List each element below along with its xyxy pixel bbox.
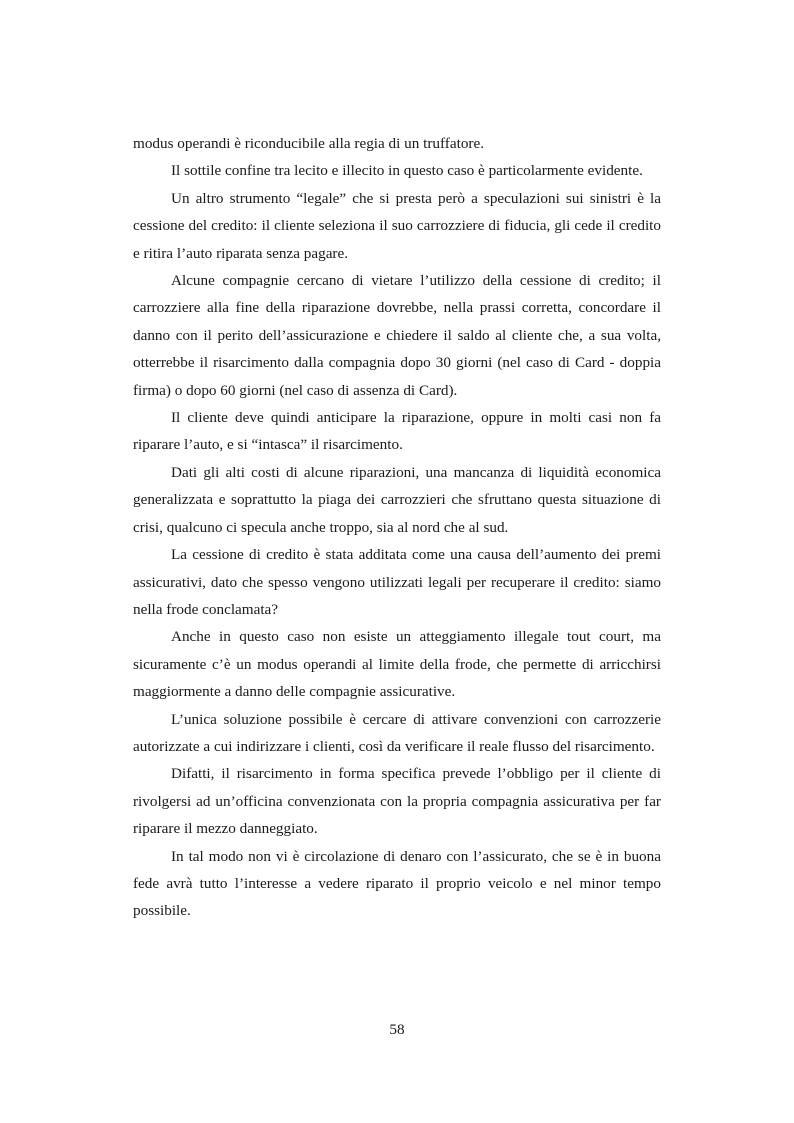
paragraph: In tal modo non vi è circolazione di denaro con l’assicurato, che se è in buona fede avrà tutto l’interesse a vedere riparato il proprio veicolo e nel minor tempo possibile. xyxy=(133,847,661,920)
paragraph: Il cliente deve quindi anticipare la riparazione, oppure in molti casi non fa riparare l’auto, e si “intasca” il risarcimento. xyxy=(133,409,661,454)
page-number: 58 xyxy=(389,1021,405,1038)
paragraph: Alcune compagnie cercano di vietare l’utilizzo della cessione di credito; il carrozziere alla fine della riparazione dovrebbe, nella prassi corretta, concordare il danno con il perito dell’assicurazione e chiedere il saldo al cliente che, a sua volta, otterrebbe il risarcimento dalla compagnia dopo 30 giorni (nel caso di Card - doppia firma) o dopo 60 giorni (nel caso di assenza di Card). xyxy=(133,272,661,399)
body-text xyxy=(133,130,661,925)
paragraph: L’unica soluzione possibile è cercare di attivare convenzioni con carrozzerie autorizzate a cui indirizzare i clienti, così da verificare il reale flusso del risarcimento. xyxy=(133,710,661,755)
paragraph: Anche in questo caso non esiste un atteggiamento illegale tout court, ma sicuramente c’è un modus operandi al limite della frode, che permette di arricchirsi maggiormente a danno delle compagnie assicurative. xyxy=(133,628,661,701)
paragraph: modus operandi è riconducibile alla regia di un truffatore. xyxy=(133,135,485,152)
paragraph: Dati gli alti costi di alcune riparazioni, una mancanza di liquidità economica generalizzata e soprattutto la piaga dei carrozzieri che sfruttano questa situazione di crisi, qualcuno ci specula anche troppo, sia al nord che al sud. xyxy=(133,463,661,536)
paragraph: Il sottile confine tra lecito e illecito in questo caso è particolarmente evidente. xyxy=(171,162,643,180)
paragraph: Un altro strumento “legale” che si presta però a speculazioni sui sinistri è la cessione del credito: il cliente seleziona il suo carrozziere di fiducia, gli cede il credito e ritira l’auto riparata senza pagare. xyxy=(133,189,661,262)
paragraph: Difatti, il risarcimento in forma specifica prevede l’obbligo per il cliente di rivolgersi ad un’officina convenzionata con la propria compagnia assicurativa per far riparare il mezzo danneggiato. xyxy=(133,765,661,838)
paragraph: La cessione di credito è stata additata come una causa dell’aumento dei premi assicurativi, dato che spesso vengono utilizzati legali per recuperare il credito: siamo nella frode conclamata? xyxy=(133,546,661,618)
